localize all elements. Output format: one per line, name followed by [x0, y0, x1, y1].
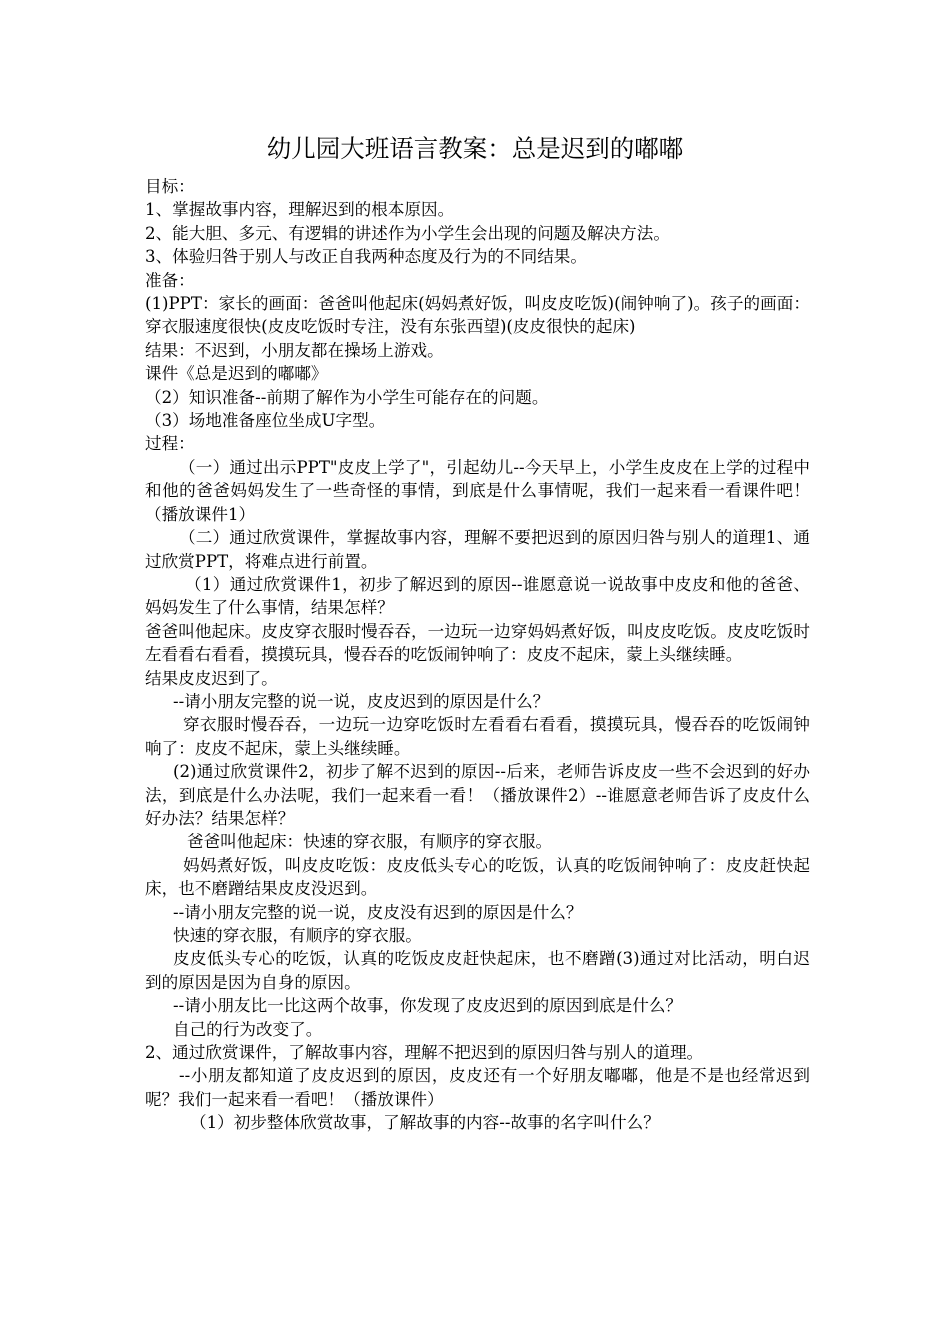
paragraph: 快速的穿衣服，有顺序的穿衣服。	[173, 926, 422, 945]
paragraph: 1、掌握故事内容，理解迟到的根本原因。	[145, 200, 455, 220]
paragraph: 2、能大胆、多元、有逻辑的讲述作为小学生会出现的问题及解决方法。	[145, 223, 670, 243]
paragraph: 结果：不迟到，小朋友都在操场上游戏。	[145, 340, 444, 360]
paragraph: --请小朋友完整的说一说，皮皮迟到的原因是什么？	[173, 691, 550, 711]
document-title: 幼儿园大班语言教案：总是迟到的嘟嘟	[266, 134, 684, 163]
paragraph: 结果皮皮迟到了。	[145, 668, 278, 688]
paragraph: 爸爸叫他起床：快速的穿衣服，有顺序的穿衣服。	[187, 832, 553, 852]
paragraph: 3、体验归咎于别人与改正自我两种态度及行为的不同结果。	[145, 247, 587, 267]
paragraph: 皮皮低头专心的吃饭，认真的吃饭皮皮赶快起床，也不磨蹭(3)通过对比活动，明白迟到的原因是因为自身的原因。	[145, 949, 810, 992]
paragraph: 2、通过欣赏课件，了解故事内容，理解不把迟到的原因归咎与别人的道理。	[145, 1043, 704, 1063]
paragraph: 自己的行为改变了。	[173, 1019, 323, 1039]
paragraph: （2）知识准备--前期了解作为小学生可能存在的问题。	[145, 387, 549, 407]
paragraph: （二）通过欣赏课件，掌握故事内容，理解不要把迟到的原因归咎与别人的道理1、通过欣赏PPT，将难点进行前置。	[145, 528, 810, 571]
section-heading-goals: 目标：	[145, 177, 195, 196]
paragraph: (2)通过欣赏课件2，初步了解不迟到的原因--后来，老师告诉皮皮一些不会迟到的好办法，到底是什么办法呢，我们一起来看一看！（播放课件2）--谁愿意老师告诉了皮皮什么好办法？结果怎样？	[145, 762, 810, 828]
paragraph: 穿衣服时慢吞吞，一边玩一边穿吃饭时左看看右看看，摸摸玩具，慢吞吞的吃饭闹钟响了：皮皮不起床，蒙上头继续睡。	[145, 715, 810, 758]
paragraph: --请小朋友完整的说一说，皮皮没有迟到的原因是什么？	[173, 902, 583, 922]
paragraph: --请小朋友比一比这两个故事，你发现了皮皮迟到的原因到底是什么？	[173, 996, 683, 1016]
paragraph: 妈妈煮好饭，叫皮皮吃饭：皮皮低头专心的吃饭，认真的吃饭闹钟响了：皮皮赶快起床，也不磨蹭结果皮皮没迟到。	[145, 855, 810, 899]
paragraph: （一）通过出示PPT"皮皮上学了"，引起幼儿--今天早上，小学生皮皮在上学的过程中和他的爸爸妈妈发生了一些奇怪的事情，到底是什么事情呢，我们一起来看一看课件吧！（播放课件1）	[145, 457, 810, 524]
section-heading-process: 过程：	[145, 434, 195, 454]
section-heading-preparation: 准备：	[145, 270, 195, 290]
paragraph: 课件《总是迟到的嘟嘟》	[145, 364, 328, 384]
paragraph: （3）场地准备座位坐成U字型。	[145, 411, 386, 431]
paragraph: 爸爸叫他起床。皮皮穿衣服时慢吞吞，一边玩一边穿妈妈煮好饭，叫皮皮吃饭。皮皮吃饭时左看看右看看，摸摸玩具，慢吞吞的吃饭闹钟响了：皮皮不起床，蒙上头继续睡。	[145, 621, 810, 665]
paragraph: --小朋友都知道了皮皮迟到的原因，皮皮还有一个好朋友嘟嘟，他是不是也经常迟到呢？我们一起来看一看吧！（播放课件）	[145, 1066, 810, 1109]
paragraph: （1）初步整体欣赏故事，了解故事的内容--故事的名字叫什么？	[190, 1113, 660, 1133]
document-body	[145, 175, 810, 1135]
paragraph: (1)PPT：家长的画面：爸爸叫他起床(妈妈煮好饭，叫皮皮吃饭)(闹钟响了)。孩子的画面：穿衣服速度很快(皮皮吃饭时专注，没有东张西望)(皮皮很快的起床)	[145, 294, 810, 337]
paragraph: （1）通过欣赏课件1，初步了解迟到的原因--谁愿意说一说故事中皮皮和他的爸爸、妈妈发生了什么事情，结果怎样？	[145, 574, 810, 618]
